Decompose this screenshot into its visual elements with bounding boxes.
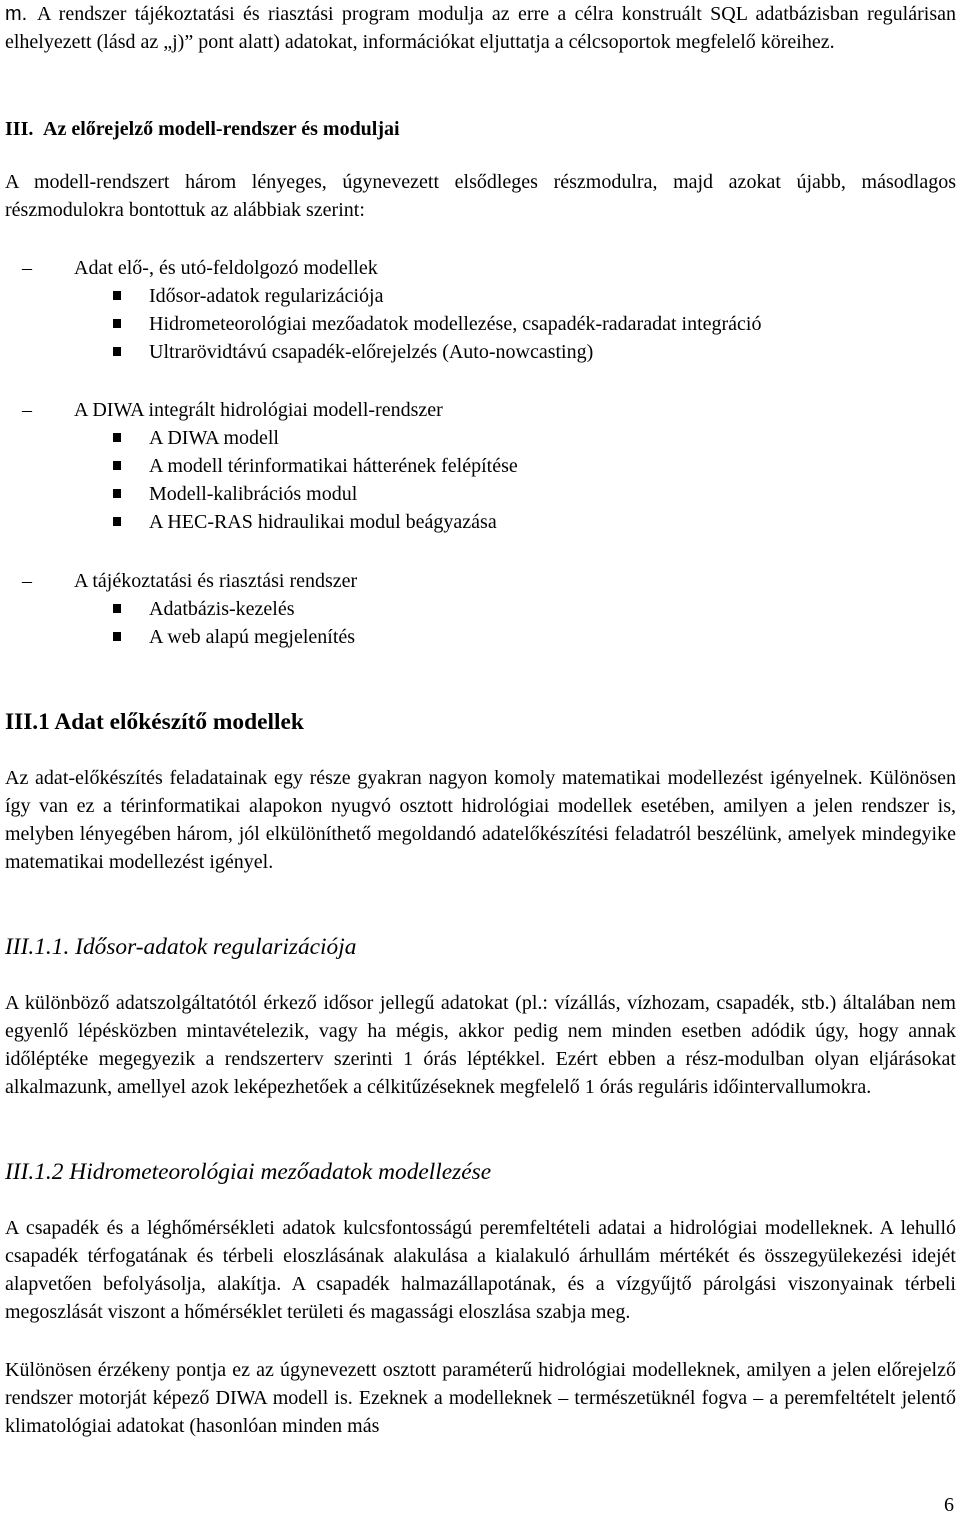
list-item: Modell-kalibrációs modul xyxy=(5,480,956,508)
overview-paragraph: A modell-rendszert három lényeges, úgynevezett elsődleges részmodulra, majd azokat újabb, másodlagos részmodulokra bontottuk az alábbiak szerint: xyxy=(5,171,956,221)
section-title: Az előrejelző modell-rendszer és moduljai xyxy=(43,118,400,140)
group-title xyxy=(5,567,956,595)
paragraph: A csapadék és a léghőmérsékleti adatok kulcsfontosságú peremfeltételi adatai a hidrológiai modelleknek. A lehulló csapadék térfogatának és térbeli eloszlásának alakulása a kialakuló árhullám mértékét és összegyülekezési idejét alapvetően befolyásolja, alakítja. A csapadék halmazállapotának, és a vízgyűjtő párolgási viszonyainak térbeli megoszlását viszont a hőmérséklet területi és magassági eloszlása szabja meg. xyxy=(5,1217,956,1323)
list-item: A web alapú megjelenítés xyxy=(5,623,956,651)
module-group xyxy=(5,254,956,366)
square-bullet-icon xyxy=(113,347,121,356)
square-bullet-icon xyxy=(113,604,121,613)
subsection-heading: III.1.1. Idősor-adatok regularizációja xyxy=(5,934,357,960)
square-bullet-icon xyxy=(113,461,121,470)
module-group xyxy=(5,567,956,651)
list-marker: m. xyxy=(5,3,28,25)
intro-paragraph xyxy=(5,0,956,56)
section-heading xyxy=(5,115,400,143)
list-item: Adatbázis-kezelés xyxy=(5,595,956,623)
list-item: A HEC-RAS hidraulikai modul beágyazása xyxy=(5,508,956,536)
subsection-heading: III.1.2 Hidrometeorológiai mezőadatok modellezése xyxy=(5,1159,492,1185)
group-title-text: A tájékoztatási és riasztási rendszer xyxy=(74,570,358,592)
list-item: A modell térinformatikai hátterének felépítése xyxy=(5,452,956,480)
dash-marker: – xyxy=(22,570,32,592)
list-item: Idősor-adatok regularizációja xyxy=(5,282,956,310)
list-item: Ultrarövidtávú csapadék-előrejelzés (Auto-nowcasting) xyxy=(5,338,956,366)
section-number: III. xyxy=(5,118,34,140)
square-bullet-icon xyxy=(113,489,121,498)
group-title xyxy=(5,396,956,424)
square-bullet-icon xyxy=(113,291,121,300)
group-title-text: A DIWA integrált hidrológiai modell-rendszer xyxy=(74,399,443,421)
list-item: Hidrometeorológiai mezőadatok modellezése, csapadék-radaradat integráció xyxy=(5,310,956,338)
paragraph: Különösen érzékeny pontja ez az úgynevezett osztott paraméterű hidrológiai modelleknek, amilyen a jelen előrejelző rendszer motorját képező DIWA modell is. Ezeknek a modelleknek – természetüknél fogva – a peremfeltételt jelentő klimatológiai adatokat (hasonlóan minden más xyxy=(5,1359,956,1437)
square-bullet-icon xyxy=(113,517,121,526)
group-title-text: Adat elő-, és utó-feldolgozó modellek xyxy=(74,257,378,279)
intro-text: A rendszer tájékoztatási és riasztási program modulja az erre a célra konstruált SQL adatbázisban regulárisan elhelyezett (lásd az „j)” pont alatt) adatokat, információkat eljuttatja a célcsoportok megfelelő köreihez. xyxy=(5,3,956,53)
square-bullet-icon xyxy=(113,632,121,641)
paragraph: Az adat-előkészítés feladatainak egy része gyakran nagyon komoly matematikai modellezést igényelnek. Különösen így van ez a térinformatikai alapokon nyugvó osztott hidrológiai modellek esetében, amilyen a jelen rendszer is, melyben lényegében három, jól elkülöníthető megoldandó adatelőkészítési feladatról beszélünk, amelyek mindegyike matematikai modellezést igényel. xyxy=(5,767,956,873)
subsection-heading: III.1 Adat előkészítő modellek xyxy=(5,709,304,735)
dash-marker: – xyxy=(22,257,32,279)
page-number: 6 xyxy=(944,1494,954,1516)
group-title xyxy=(5,254,956,282)
module-group xyxy=(5,396,956,536)
list-item: A DIWA modell xyxy=(5,424,956,452)
paragraph: A különböző adatszolgáltatótól érkező idősor jellegű adatokat (pl.: vízállás, vízhozam, csapadék, stb.) általában nem egyenlő lépésközben mintavételezik, vagy ha mégis, akkor pedig nem minden esetben adódik úgy, hogy annak időléptéke megegyezik a rendszerterv szerinti 1 órás léptékkel. Ezért ebben a rész-modulban olyan eljárásokat alkalmazunk, amellyel azok leképezhetőek a célkitűzéseknek megfelelő 1 órás reguláris időintervallumokra. xyxy=(5,992,956,1098)
square-bullet-icon xyxy=(113,433,121,442)
square-bullet-icon xyxy=(113,319,121,328)
dash-marker: – xyxy=(22,399,32,421)
